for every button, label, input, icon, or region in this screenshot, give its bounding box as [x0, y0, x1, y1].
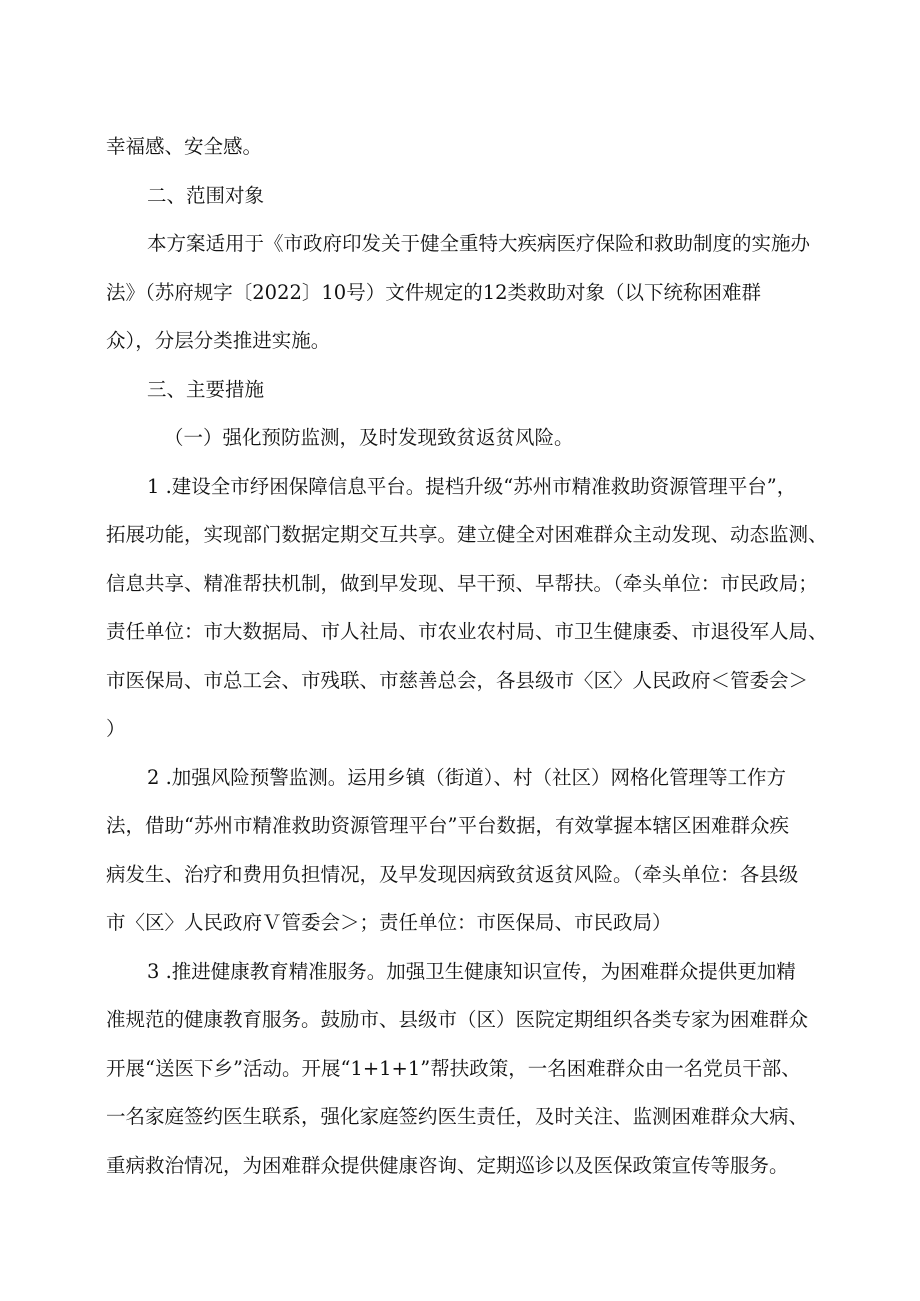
text-line: 2 .加强风险预警监测。运用乡镇（街道）、村（社区）网格化管理等工作方: [147, 765, 787, 789]
text-line: 准规范的健康教育服务。鼓励市、县级市（区）医院定期组织各类专家为困难群众: [106, 1008, 809, 1031]
text-line: ）: [106, 717, 126, 740]
text-line: 3 .推进健康教育精准服务。加强卫生健康知识宣传，为困难群众提供更加精: [147, 959, 796, 983]
text-line: 本方案适用于《市政府印发关于健全重特大疾病医疗保险和救助制度的实施办: [147, 232, 811, 255]
text-line: 市〈区〉人民政府Ｖ管委会＞；责任单位：市医保局、市民政局）: [106, 911, 672, 934]
text-line: 众），分层分类推进实施。: [106, 329, 331, 352]
text-line: 1 .建设全市纾困保障信息平台。提档升级“苏州市精准救助资源管理平台”，: [147, 474, 797, 498]
text-line: 一名家庭签约医生联系，强化家庭签约医生责任，及时关注、监测困难群众大病、: [106, 1105, 809, 1128]
text-line: 市医保局、市总工会、市残联、市慈善总会，各县级市〈区〉人民政府＜管委会＞: [106, 668, 809, 692]
text-line: 幸福感、安全感。: [106, 135, 263, 158]
section-heading-measures: 三、主要措施: [147, 377, 265, 401]
text-line: 开展“送医下乡”活动。开展“1+1+1”帮扶政策，一名困难群众由一名党员干部、: [106, 1056, 801, 1080]
subsection-heading: （一）强化预防监测，及时发现致贫返贫风险。: [164, 426, 574, 449]
section-heading-scope: 二、范围对象: [147, 183, 265, 207]
text-line: 拓展功能，实现部门数据定期交互共享。建立健全对困难群众主动发现、动态监测、: [106, 523, 828, 546]
text-line: 法》（苏府规字〔2022〕10号）文件规定的12类救助对象（以下统称困难群: [106, 280, 762, 304]
text-line: 责任单位：市大数据局、市人社局、市农业农村局、市卫生健康委、市退役军人局、: [106, 620, 828, 643]
text-line: 信息共享、精准帮扶机制，做到早发现、早干预、早帮扶。（牵头单位：市民政局；: [106, 571, 818, 595]
text-line: 重病救治情况，为困难群众提供健康咨询、定期巡诊以及医保政策宣传等服务。: [106, 1153, 789, 1177]
text-line: 病发生、治疗和费用负担情况，及早发现因病致贫返贫风险。（牵头单位：各县级: [106, 862, 799, 886]
text-line: 法，借助“苏州市精准救助资源管理平台”平台数据，有效掌握本辖区困难群众疾: [106, 814, 789, 837]
